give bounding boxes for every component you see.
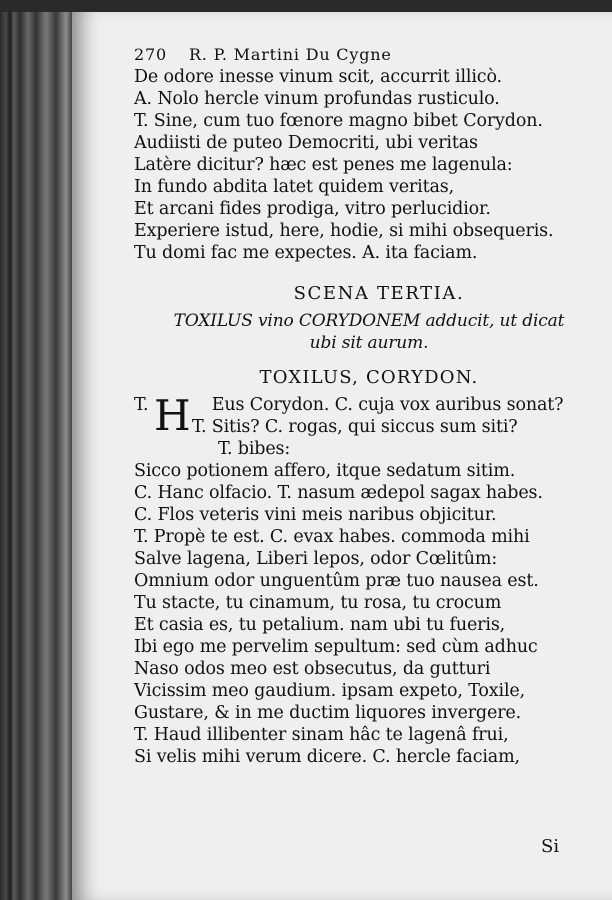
catchword: Si — [541, 836, 560, 857]
text-line: T. Haud illibenter sinam hâc te lagenâ frui, — [134, 725, 509, 745]
text-line: C. Hanc olfacio. T. nasum ædepol sagax habes. — [134, 483, 543, 503]
text-line: Audiisti de puteo Democriti, ubi veritas — [134, 133, 478, 153]
text-line: T. Sine, cum tuo fœnore magno bibet Corydon. — [134, 111, 543, 131]
text-line: T. bibes: — [218, 439, 291, 459]
text-line: Salve lagena, Liberi lepos, odor Cœlitûm: — [134, 549, 498, 569]
text-line: De odore inesse vinum scit, accurrit illicò. — [134, 67, 502, 87]
scan-top-border — [0, 0, 612, 12]
text-line: Si velis mihi verum dicere. C. hercle faciam, — [134, 747, 520, 767]
text-line: Et arcani fides prodiga, vitro perlucidior. — [134, 199, 491, 219]
text-line: Eus Corydon. C. cuja vox auribus sonat? — [211, 395, 564, 415]
page-number: 270 — [134, 45, 167, 64]
text-line: A. Nolo hercle vinum profundas rusticulo. — [134, 89, 500, 109]
book-page-edges — [0, 0, 78, 900]
text-line: Naso odos meo est obsecutus, da gutturi — [134, 659, 491, 679]
text-line: Experiere istud, here, hodie, si mihi obsequeris. — [134, 221, 554, 241]
text-line: T. Sitis? C. rogas, qui siccus sum siti? — [192, 417, 518, 437]
text-line: Omnium odor unguentûm præ tuo nausea est. — [134, 571, 539, 591]
page-text — [134, 44, 604, 768]
scene-title: SCENA TERTIA. — [293, 283, 465, 304]
text-line: Tu domi fac me expectes. A. ita faciam. — [134, 243, 478, 263]
drop-cap: H — [154, 391, 191, 440]
speaker-label: T. — [134, 395, 149, 415]
text-line: Ibi ego me pervelim sepultum: sed cùm adhuc — [134, 637, 538, 657]
text-line: In fundo abdita latet quidem veritas, — [134, 177, 454, 197]
text-line: Gustare, & in me ductim liquores invergere. — [134, 703, 522, 723]
text-line: Et casia es, tu petalium. nam ubi tu fueris, — [134, 615, 506, 635]
running-head — [134, 44, 604, 66]
characters-heading: TOXILUS, CORYDON. — [259, 367, 479, 388]
scene-argument-line: ubi sit aurum. — [309, 333, 429, 353]
scene-argument-line: TOXILUS vino CORYDONEM adducit, ut dicat — [173, 311, 565, 331]
text-line: T. Propè te est. C. evax habes. commoda mihi — [134, 527, 530, 547]
text-line: C. Flos veteris vini meis naribus objicitur. — [134, 505, 497, 525]
text-line: Sicco potionem affero, itque sedatum sitim. — [134, 461, 516, 481]
text-line: Vicissim meo gaudium. ipsam expeto, Toxile, — [134, 681, 526, 701]
text-line: Tu stacte, tu cinamum, tu rosa, tu crocum — [134, 593, 502, 613]
running-title: R. P. Martini Du Cygne — [188, 45, 392, 64]
text-line: Latère dicitur? hæc est penes me lagenula: — [134, 155, 513, 175]
